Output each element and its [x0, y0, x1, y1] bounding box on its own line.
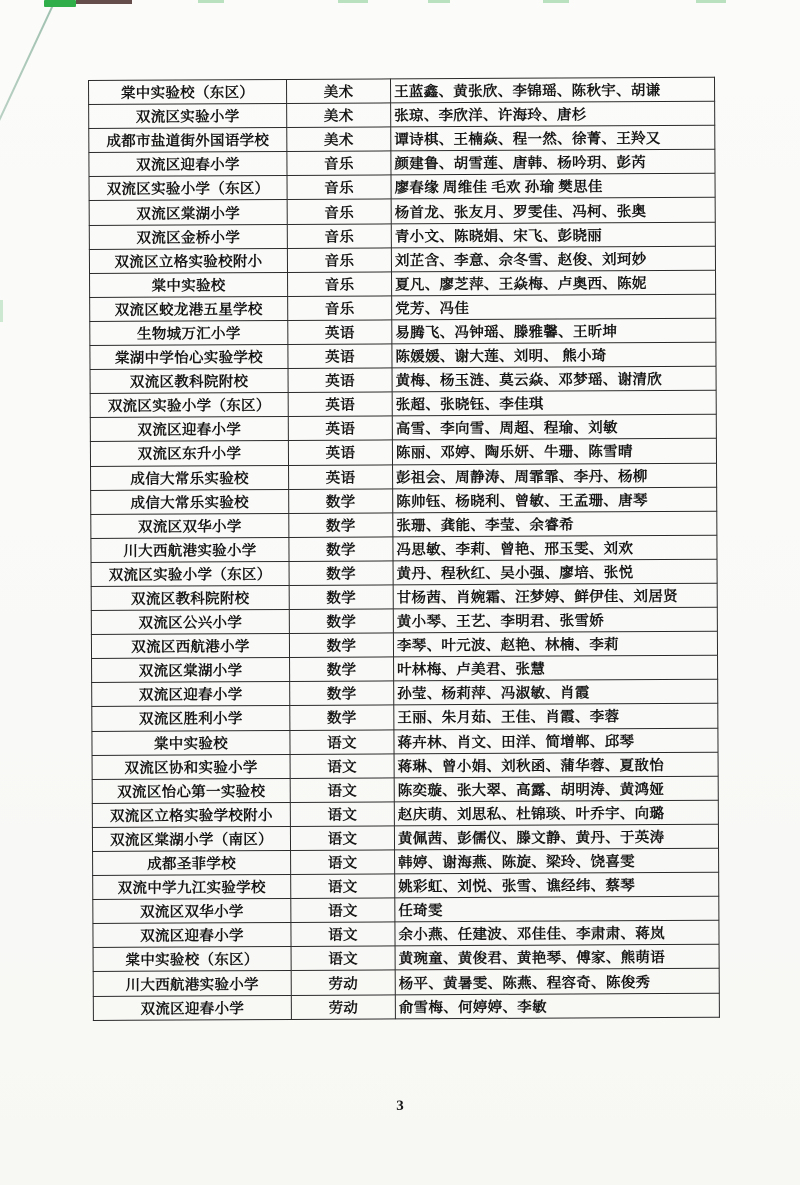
- school-cell: 双流中学九江实验学校: [93, 875, 291, 900]
- subject-cell: 美术: [287, 103, 391, 128]
- subject-cell: 音乐: [287, 199, 391, 224]
- school-cell: 成信大常乐实验校: [91, 465, 289, 490]
- school-cell: 双流区棠湖小学: [89, 200, 287, 225]
- scan-mark-faint: [338, 0, 368, 3]
- names-cell: 夏凡、廖芝萍、王焱梅、卢奥西、陈妮: [392, 270, 716, 296]
- school-cell: 双流区棠湖小学（南区）: [92, 826, 290, 851]
- names-cell: 王丽、朱月茹、王佳、肖霞、李蓉: [394, 704, 718, 730]
- scan-mark-maroon: [76, 0, 132, 4]
- subject-cell: 数学: [290, 657, 394, 682]
- names-cell: 冯思敏、李莉、曾艳、邢玉雯、刘欢: [393, 535, 717, 561]
- names-cell: 陈媛媛、谢大莲、刘明、 熊小琦: [392, 342, 716, 368]
- table-row: [89, 149, 715, 176]
- table-row: [91, 631, 717, 658]
- table-body: [89, 77, 720, 1020]
- school-cell: 棠中实验校（东区）: [89, 79, 287, 104]
- names-cell: 孙莹、杨莉萍、冯淑敏、肖霞: [394, 680, 718, 706]
- subject-cell: 英语: [288, 368, 392, 393]
- table-row: [92, 752, 718, 779]
- table-row: [92, 680, 718, 707]
- scan-mark-faint: [543, 0, 569, 3]
- scan-mark-faint: [198, 0, 224, 3]
- subject-cell: 语文: [290, 802, 394, 827]
- names-cell: 陈奕璇、张大翠、高露、胡明涛、黄鸿娅: [394, 776, 718, 802]
- names-cell: 叶林梅、卢美君、张慧: [394, 655, 718, 681]
- names-cell: 张琼、李欣洋、许海玲、唐杉: [391, 101, 715, 127]
- subject-cell: 英语: [288, 344, 392, 369]
- subject-cell: 劳动: [291, 994, 395, 1019]
- teacher-award-table: [88, 77, 720, 1021]
- table-row: [93, 896, 719, 923]
- table-row: [92, 824, 718, 851]
- subject-cell: 英语: [288, 440, 392, 465]
- school-cell: 双流区迎春小学: [93, 995, 291, 1020]
- scan-mark-faint: [0, 300, 3, 322]
- school-cell: 双流区实验小学（东区）: [89, 176, 287, 201]
- names-cell: 谭诗棋、王楠焱、程一然、徐菁、王羚又: [391, 125, 715, 151]
- names-cell: 易腾飞、冯钟瑶、滕雅馨、王昕坤: [392, 318, 716, 344]
- subject-cell: 英语: [288, 416, 392, 441]
- names-cell: 黄梅、杨玉涟、莫云焱、邓梦瑶、谢清欣: [392, 366, 716, 392]
- table-row: [90, 390, 716, 417]
- school-cell: 棠湖中学怡心实验学校: [90, 344, 288, 369]
- school-cell: 双流区实验小学（东区）: [90, 393, 288, 418]
- names-cell: 姚彩虹、刘悦、张雪、谯经纬、蔡琴: [395, 872, 719, 898]
- names-cell: 俞雪梅、何婷婷、李敏: [395, 993, 719, 1019]
- table-row: [92, 655, 718, 682]
- scan-mark-green: [44, 0, 76, 7]
- subject-cell: 语文: [290, 778, 394, 803]
- table-row: [89, 246, 715, 273]
- subject-cell: 数学: [290, 705, 394, 730]
- subject-cell: 语文: [291, 946, 395, 971]
- school-cell: 双流区怡心第一实验校: [92, 778, 290, 803]
- school-cell: 成信大常乐实验校: [91, 489, 289, 514]
- subject-cell: 数学: [289, 561, 393, 586]
- subject-cell: 音乐: [287, 248, 391, 273]
- names-cell: 党芳、冯佳: [392, 294, 716, 320]
- subject-cell: 数学: [290, 681, 394, 706]
- scan-mark-faint: [696, 0, 726, 3]
- subject-cell: 数学: [289, 585, 393, 610]
- table-row: [89, 125, 715, 152]
- table-row: [90, 318, 716, 345]
- subject-cell: 语文: [291, 850, 395, 875]
- names-cell: 蒋卉林、肖文、田洋、简增郸、邱琴: [394, 728, 718, 754]
- table-row: [90, 294, 716, 321]
- school-cell: 双流区教科院附校: [91, 585, 289, 610]
- school-cell: 川大西航港实验小学: [93, 971, 291, 996]
- school-cell: 双流区协和实验小学: [92, 754, 290, 779]
- subject-cell: 数学: [289, 633, 393, 658]
- subject-cell: 英语: [288, 392, 392, 417]
- subject-cell: 音乐: [287, 151, 391, 176]
- school-cell: 双流区棠湖小学: [92, 658, 290, 683]
- names-cell: 黄琬童、黄俊君、黄艳琴、傅家、熊萌语: [395, 945, 719, 971]
- school-cell: 川大西航港实验小学: [91, 537, 289, 562]
- subject-cell: 劳动: [291, 970, 395, 995]
- subject-cell: 数学: [289, 609, 393, 634]
- subject-cell: 语文: [290, 826, 394, 851]
- subject-cell: 英语: [288, 320, 392, 345]
- school-cell: 双流区西航港小学: [91, 634, 289, 659]
- names-cell: 甘杨茜、肖婉霜、汪梦婷、鲜伊佳、刘居贤: [393, 583, 717, 609]
- names-cell: 颜建鲁、胡雪莲、唐韩、杨吟玥、彭芮: [391, 149, 715, 175]
- names-cell: 任琦雯: [395, 896, 719, 922]
- subject-cell: 音乐: [288, 272, 392, 297]
- table-row: [91, 487, 717, 514]
- school-cell: 棠中实验校: [90, 272, 288, 297]
- table-row: [93, 848, 719, 875]
- subject-cell: 英语: [289, 464, 393, 489]
- table-row: [93, 920, 719, 947]
- table-row: [90, 415, 716, 442]
- subject-cell: 语文: [290, 729, 394, 754]
- subject-cell: 语文: [291, 898, 395, 923]
- names-cell: 杨首龙、张友月、罗雯佳、冯柯、张奥: [391, 198, 715, 224]
- names-cell: 刘芷含、李意、佘冬雪、赵俊、刘珂妙: [391, 246, 715, 272]
- school-cell: 双流区胜利小学: [92, 706, 290, 731]
- school-cell: 双流区双华小学: [93, 899, 291, 924]
- table-row: [91, 583, 717, 610]
- subject-cell: 美术: [286, 79, 390, 104]
- school-cell: 双流区迎春小学: [92, 682, 290, 707]
- table-row: [91, 511, 717, 538]
- names-cell: 黄小琴、王艺、李明君、张雪娇: [393, 607, 717, 633]
- names-cell: 赵庆萌、刘思私、杜锦琰、叶乔宇、向璐: [394, 800, 718, 826]
- table-row: [89, 77, 715, 104]
- names-cell: 张超、张晓钰、李佳琪: [392, 390, 716, 416]
- names-cell: 彭祖会、周静涛、周霏霏、李丹、杨柳: [393, 463, 717, 489]
- subject-cell: 数学: [289, 513, 393, 538]
- names-cell: 高雪、李向雪、周超、程瑜、刘敏: [392, 415, 716, 441]
- table-row: [92, 776, 718, 803]
- school-cell: 双流区东升小学: [90, 441, 288, 466]
- subject-cell: 美术: [287, 127, 391, 152]
- scan-line-artifact: [0, 0, 59, 348]
- subject-cell: 音乐: [288, 296, 392, 321]
- names-cell: 廖春缘 周维佳 毛欢 孙瑜 樊思佳: [391, 174, 715, 200]
- table-row: [89, 222, 715, 249]
- names-cell: 黄佩茜、彭儒仪、滕文静、黄丹、于英涛: [394, 824, 718, 850]
- names-cell: 陈丽、邓婷、陶乐妍、牛珊、陈雪晴: [392, 439, 716, 465]
- school-cell: 生物城万汇小学: [90, 320, 288, 345]
- school-cell: 双流区金桥小学: [89, 224, 287, 249]
- names-cell: 李琴、叶元波、赵艳、林楠、李莉: [393, 631, 717, 657]
- subject-cell: 语文: [290, 754, 394, 779]
- subject-cell: 数学: [289, 489, 393, 514]
- school-cell: 双流区实验小学（东区）: [91, 561, 289, 586]
- school-cell: 成都圣菲学校: [93, 850, 291, 875]
- names-cell: 青小文、陈晓娟、宋飞、彭晓丽: [391, 222, 715, 248]
- table-row: [89, 198, 715, 225]
- table-row: [92, 800, 718, 827]
- school-cell: 双流区实验小学: [89, 104, 287, 129]
- names-cell: 张珊、龚能、李莹、余睿希: [393, 511, 717, 537]
- table-row: [93, 945, 719, 972]
- names-cell: 黄丹、程秋红、吴小强、廖培、张悦: [393, 559, 717, 585]
- table-row: [89, 101, 715, 128]
- table-row: [93, 993, 719, 1020]
- school-cell: 棠中实验校: [92, 730, 290, 755]
- school-cell: 双流区迎春小学: [90, 417, 288, 442]
- table-row: [92, 704, 718, 731]
- names-cell: 杨平、黄暑雯、陈燕、程容奇、陈俊秀: [395, 969, 719, 995]
- subject-cell: 语文: [291, 922, 395, 947]
- table-row: [90, 270, 716, 297]
- table-row: [89, 174, 715, 201]
- scan-mark-faint: [428, 0, 450, 3]
- names-cell: 余小燕、任建波、邓佳佳、李肃肃、蒋岚: [395, 920, 719, 946]
- subject-cell: 音乐: [287, 223, 391, 248]
- table-row: [93, 969, 719, 996]
- subject-cell: 音乐: [287, 175, 391, 200]
- subject-cell: 语文: [291, 874, 395, 899]
- school-cell: 成都市盐道街外国语学校: [89, 128, 287, 153]
- school-cell: 双流区迎春小学: [89, 152, 287, 177]
- school-cell: 棠中实验校（东区）: [93, 947, 291, 972]
- table-row: [91, 463, 717, 490]
- names-cell: 王蓝鑫、黄张欣、李锦瑶、陈秋宇、胡谦: [390, 77, 714, 103]
- school-cell: 双流区公兴小学: [91, 610, 289, 635]
- table-row: [91, 559, 717, 586]
- table-row: [92, 728, 718, 755]
- table-row: [91, 535, 717, 562]
- table-row: [90, 366, 716, 393]
- school-cell: 双流区迎春小学: [93, 923, 291, 948]
- school-cell: 双流区立格实验校附小: [89, 248, 287, 273]
- table-row: [90, 439, 716, 466]
- table-row: [91, 607, 717, 634]
- school-cell: 双流区教科院附校: [90, 369, 288, 394]
- school-cell: 双流区双华小学: [91, 513, 289, 538]
- names-cell: 陈帅钰、杨晓利、曾敏、王孟珊、唐琴: [393, 487, 717, 513]
- school-cell: 双流区立格实验学校附小: [92, 802, 290, 827]
- school-cell: 双流区蛟龙港五星学校: [90, 296, 288, 321]
- page-number: 3: [396, 1098, 404, 1114]
- table-row: [93, 872, 719, 899]
- table-row: [90, 342, 716, 369]
- names-cell: 蒋琳、曾小娟、刘秋函、蒲华蓉、夏敔怡: [394, 752, 718, 778]
- names-cell: 韩婷、谢海燕、陈旋、梁玲、饶喜雯: [395, 848, 719, 874]
- subject-cell: 数学: [289, 537, 393, 562]
